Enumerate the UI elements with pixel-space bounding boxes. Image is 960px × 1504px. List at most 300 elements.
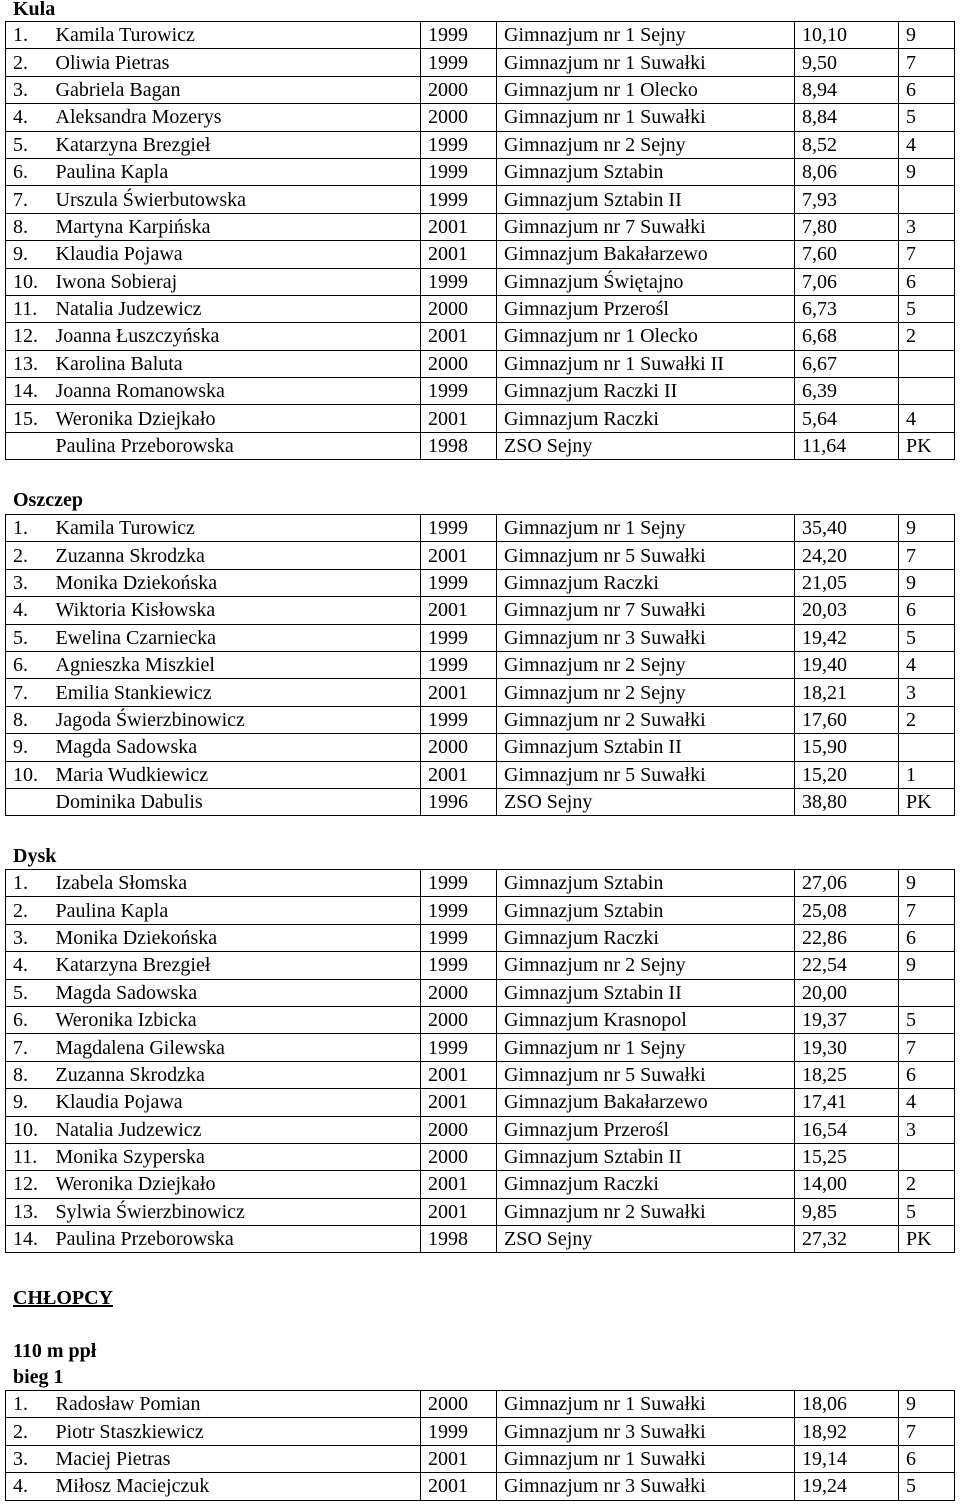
year-cell: 2001 (421, 761, 497, 788)
name-cell: Paulina Kapla (54, 897, 421, 924)
name-cell: Wiktoria Kisłowska (54, 597, 421, 624)
year-cell: 1999 (421, 569, 497, 596)
school-cell: Gimnazjum Raczki (497, 1171, 795, 1198)
name-cell: Joanna Romanowska (54, 378, 421, 405)
points-cell: 6 (899, 268, 955, 295)
points-cell: 7 (899, 1418, 955, 1445)
year-cell: 1999 (421, 870, 497, 897)
result-cell: 19,24 (795, 1473, 899, 1500)
table-row (6, 1226, 955, 1253)
table-row (6, 706, 955, 733)
year-cell: 2000 (421, 104, 497, 131)
rank-cell: 5. (6, 624, 54, 651)
points-cell: 9 (899, 158, 955, 185)
result-cell: 9,85 (795, 1198, 899, 1225)
year-cell: 2000 (421, 1006, 497, 1033)
name-cell: Jagoda Świerzbinowicz (54, 706, 421, 733)
rank-cell: 14. (6, 1226, 54, 1253)
rank-cell: 3. (6, 76, 54, 103)
name-cell: Sylwia Świerzbinowicz (54, 1198, 421, 1225)
result-cell: 21,05 (795, 569, 899, 596)
year-cell: 2001 (421, 1473, 497, 1500)
year-cell: 1999 (421, 186, 497, 213)
school-cell: Gimnazjum Sztabin (497, 870, 795, 897)
year-cell: 2000 (421, 1116, 497, 1143)
name-cell: Miłosz Maciejczuk (54, 1473, 421, 1500)
rank-cell: 2. (6, 49, 54, 76)
year-cell: 2001 (421, 597, 497, 624)
result-cell: 7,06 (795, 268, 899, 295)
result-cell: 6,39 (795, 378, 899, 405)
rank-cell: 1. (6, 515, 54, 542)
rank-cell: 14. (6, 378, 54, 405)
rank-cell: 12. (6, 1171, 54, 1198)
result-cell: 22,86 (795, 924, 899, 951)
result-cell: 18,25 (795, 1061, 899, 1088)
name-cell: Weronika Dziejkało (54, 1171, 421, 1198)
result-cell: 19,30 (795, 1034, 899, 1061)
name-cell: Aleksandra Mozerys (54, 104, 421, 131)
name-cell: Izabela Słomska (54, 870, 421, 897)
points-cell: 7 (899, 897, 955, 924)
name-cell: Paulina Przeborowska (54, 432, 421, 459)
dysk-table (5, 869, 955, 1253)
school-cell: Gimnazjum nr 2 Suwałki (497, 706, 795, 733)
table-row (6, 515, 955, 542)
year-cell: 2001 (421, 1171, 497, 1198)
school-cell: Gimnazjum nr 2 Sejny (497, 131, 795, 158)
school-cell: Gimnazjum nr 7 Suwałki (497, 213, 795, 240)
rank-cell: 15. (6, 405, 54, 432)
school-cell: Gimnazjum nr 1 Sejny (497, 515, 795, 542)
year-cell: 2001 (421, 679, 497, 706)
table-row (6, 1198, 955, 1225)
school-cell: Gimnazjum Świętajno (497, 268, 795, 295)
name-cell: Monika Dziekońska (54, 569, 421, 596)
school-cell: Gimnazjum nr 5 Suwałki (497, 761, 795, 788)
rank-cell: 5. (6, 979, 54, 1006)
school-cell: Gimnazjum nr 7 Suwałki (497, 597, 795, 624)
year-cell: 1998 (421, 432, 497, 459)
rank-cell: 8. (6, 213, 54, 240)
result-cell: 27,06 (795, 870, 899, 897)
result-cell: 15,90 (795, 734, 899, 761)
result-cell: 18,21 (795, 679, 899, 706)
rank-cell: 1. (6, 22, 54, 49)
result-cell: 8,06 (795, 158, 899, 185)
name-cell: Monika Dziekońska (54, 924, 421, 951)
points-cell: 2 (899, 1171, 955, 1198)
result-cell: 22,54 (795, 952, 899, 979)
result-cell: 6,67 (795, 350, 899, 377)
result-cell: 7,93 (795, 186, 899, 213)
school-cell: Gimnazjum nr 1 Sejny (497, 22, 795, 49)
table-row (6, 49, 955, 76)
table-row (6, 405, 955, 432)
table-row (6, 1418, 955, 1445)
boys-heading: CHŁOPCY (13, 1287, 113, 1309)
school-cell: Gimnazjum nr 1 Suwałki (497, 1391, 795, 1418)
points-cell: 9 (899, 870, 955, 897)
year-cell: 2001 (421, 241, 497, 268)
points-cell: 5 (899, 295, 955, 322)
school-cell: Gimnazjum Przerośl (497, 1116, 795, 1143)
result-cell: 7,60 (795, 241, 899, 268)
points-cell: 3 (899, 679, 955, 706)
name-cell: Oliwia Pietras (54, 49, 421, 76)
result-cell: 5,64 (795, 405, 899, 432)
result-cell: 19,37 (795, 1006, 899, 1033)
year-cell: 1999 (421, 897, 497, 924)
name-cell: Maria Wudkiewicz (54, 761, 421, 788)
points-cell (899, 350, 955, 377)
table-row (6, 295, 955, 322)
school-cell: Gimnazjum nr 1 Suwałki (497, 104, 795, 131)
table-row (6, 1034, 955, 1061)
points-cell (899, 378, 955, 405)
points-cell (899, 734, 955, 761)
year-cell: 2000 (421, 295, 497, 322)
rank-cell: 9. (6, 241, 54, 268)
year-cell: 2000 (421, 1391, 497, 1418)
rank-cell: 10. (6, 268, 54, 295)
table-row (6, 241, 955, 268)
rank-cell: 2. (6, 897, 54, 924)
table-row (6, 979, 955, 1006)
table-row (6, 323, 955, 350)
year-cell: 1999 (421, 158, 497, 185)
table-row (6, 897, 955, 924)
result-cell: 38,80 (795, 788, 899, 815)
rank-cell: 7. (6, 679, 54, 706)
school-cell: Gimnazjum Sztabin II (497, 734, 795, 761)
table-row (6, 1171, 955, 1198)
school-cell: ZSO Sejny (497, 788, 795, 815)
year-cell: 2000 (421, 734, 497, 761)
name-cell: Monika Szyperska (54, 1143, 421, 1170)
school-cell: Gimnazjum Sztabin (497, 158, 795, 185)
school-cell: Gimnazjum nr 1 Olecko (497, 76, 795, 103)
school-cell: Gimnazjum Sztabin (497, 897, 795, 924)
boys-table (5, 1390, 955, 1501)
name-cell: Zuzanna Skrodzka (54, 1061, 421, 1088)
year-cell: 1999 (421, 1418, 497, 1445)
points-cell: 1 (899, 761, 955, 788)
rank-cell: 8. (6, 706, 54, 733)
name-cell: Agnieszka Miszkiel (54, 651, 421, 678)
year-cell: 2001 (421, 1198, 497, 1225)
year-cell: 2001 (421, 542, 497, 569)
points-cell: 2 (899, 323, 955, 350)
result-cell: 18,92 (795, 1418, 899, 1445)
name-cell: Magda Sadowska (54, 979, 421, 1006)
result-cell: 14,00 (795, 1171, 899, 1198)
school-cell: Gimnazjum nr 1 Suwałki II (497, 350, 795, 377)
school-cell: Gimnazjum Raczki (497, 569, 795, 596)
school-cell: Gimnazjum Raczki (497, 924, 795, 951)
result-cell: 19,14 (795, 1445, 899, 1472)
school-cell: Gimnazjum Sztabin II (497, 1143, 795, 1170)
result-cell: 16,54 (795, 1116, 899, 1143)
rank-cell: 13. (6, 1198, 54, 1225)
name-cell: Natalia Judzewicz (54, 295, 421, 322)
name-cell: Zuzanna Skrodzka (54, 542, 421, 569)
table-row (6, 651, 955, 678)
rank-cell: 3. (6, 569, 54, 596)
school-cell: Gimnazjum nr 3 Suwałki (497, 1473, 795, 1500)
name-cell: Ewelina Czarniecka (54, 624, 421, 651)
rank-cell: 6. (6, 158, 54, 185)
school-cell: Gimnazjum nr 1 Olecko (497, 323, 795, 350)
points-cell: 6 (899, 924, 955, 951)
year-cell: 1998 (421, 1226, 497, 1253)
name-cell: Radosław Pomian (54, 1391, 421, 1418)
points-cell: 6 (899, 1445, 955, 1472)
school-cell: Gimnazjum Sztabin II (497, 186, 795, 213)
rank-cell (6, 432, 54, 459)
table-row (6, 158, 955, 185)
result-cell: 35,40 (795, 515, 899, 542)
year-cell: 1999 (421, 49, 497, 76)
name-cell: Klaudia Pojawa (54, 241, 421, 268)
table-row (6, 378, 955, 405)
year-cell: 1999 (421, 651, 497, 678)
points-cell: 9 (899, 952, 955, 979)
points-cell: 5 (899, 624, 955, 651)
table-row (6, 1391, 955, 1418)
year-cell: 1999 (421, 131, 497, 158)
year-cell: 1996 (421, 788, 497, 815)
table-row (6, 104, 955, 131)
result-cell: 27,32 (795, 1226, 899, 1253)
school-cell: Gimnazjum nr 2 Sejny (497, 952, 795, 979)
rank-cell: 11. (6, 295, 54, 322)
rank-cell: 3. (6, 924, 54, 951)
points-cell: 5 (899, 1473, 955, 1500)
rank-cell: 4. (6, 104, 54, 131)
result-cell: 7,80 (795, 213, 899, 240)
rank-cell: 10. (6, 761, 54, 788)
year-cell: 2000 (421, 76, 497, 103)
points-cell: 6 (899, 76, 955, 103)
name-cell: Urszula Świerbutowska (54, 186, 421, 213)
name-cell: Karolina Baluta (54, 350, 421, 377)
school-cell: Gimnazjum Sztabin II (497, 979, 795, 1006)
school-cell: Gimnazjum nr 1 Suwałki (497, 49, 795, 76)
points-cell: 5 (899, 1198, 955, 1225)
rank-cell: 6. (6, 1006, 54, 1033)
oszczep-heading: Oszczep (13, 489, 83, 511)
year-cell: 2001 (421, 213, 497, 240)
school-cell: Gimnazjum nr 5 Suwałki (497, 1061, 795, 1088)
table-row (6, 1143, 955, 1170)
name-cell: Maciej Pietras (54, 1445, 421, 1472)
name-cell: Katarzyna Brezgieł (54, 131, 421, 158)
points-cell: 6 (899, 1061, 955, 1088)
points-cell: 4 (899, 405, 955, 432)
dysk-heading: Dysk (13, 845, 57, 867)
result-cell: 8,94 (795, 76, 899, 103)
school-cell: Gimnazjum Krasnopol (497, 1006, 795, 1033)
table-row (6, 131, 955, 158)
table-row (6, 788, 955, 815)
points-cell (899, 979, 955, 1006)
points-cell (899, 186, 955, 213)
school-cell: Gimnazjum Raczki (497, 405, 795, 432)
points-cell: 9 (899, 22, 955, 49)
result-cell: 11,64 (795, 432, 899, 459)
year-cell: 1999 (421, 924, 497, 951)
name-cell: Kamila Turowicz (54, 22, 421, 49)
result-cell: 6,68 (795, 323, 899, 350)
table-row (6, 268, 955, 295)
rank-cell: 7. (6, 1034, 54, 1061)
table-row (6, 761, 955, 788)
year-cell: 1999 (421, 268, 497, 295)
points-cell: 3 (899, 1116, 955, 1143)
kula-table (5, 21, 955, 460)
rank-cell: 2. (6, 542, 54, 569)
points-cell: 4 (899, 651, 955, 678)
points-cell: 7 (899, 241, 955, 268)
rank-cell: 10. (6, 1116, 54, 1143)
table-row (6, 624, 955, 651)
points-cell: 9 (899, 515, 955, 542)
year-cell: 1999 (421, 1034, 497, 1061)
points-cell: 4 (899, 1089, 955, 1116)
points-cell: 7 (899, 542, 955, 569)
rank-cell: 8. (6, 1061, 54, 1088)
name-cell: Katarzyna Brezgieł (54, 952, 421, 979)
rank-cell: 9. (6, 1089, 54, 1116)
rank-cell (6, 788, 54, 815)
result-cell: 18,06 (795, 1391, 899, 1418)
school-cell: Gimnazjum nr 2 Sejny (497, 679, 795, 706)
points-cell: 7 (899, 1034, 955, 1061)
table-row (6, 1061, 955, 1088)
rank-cell: 3. (6, 1445, 54, 1472)
table-row (6, 597, 955, 624)
points-cell: PK (899, 1226, 955, 1253)
table-row (6, 1006, 955, 1033)
result-cell: 17,60 (795, 706, 899, 733)
points-cell: 9 (899, 1391, 955, 1418)
school-cell: Gimnazjum nr 1 Suwałki (497, 1445, 795, 1472)
result-cell: 25,08 (795, 897, 899, 924)
rank-cell: 12. (6, 323, 54, 350)
rank-cell: 11. (6, 1143, 54, 1170)
points-cell: 2 (899, 706, 955, 733)
table-row (6, 569, 955, 596)
rank-cell: 9. (6, 734, 54, 761)
result-cell: 20,00 (795, 979, 899, 1006)
name-cell: Dominika Dabulis (54, 788, 421, 815)
result-cell: 9,50 (795, 49, 899, 76)
event-heading: 110 m ppł (13, 1340, 97, 1362)
table-row (6, 22, 955, 49)
school-cell: ZSO Sejny (497, 1226, 795, 1253)
table-row (6, 679, 955, 706)
points-cell (899, 1143, 955, 1170)
name-cell: Natalia Judzewicz (54, 1116, 421, 1143)
name-cell: Iwona Sobieraj (54, 268, 421, 295)
result-cell: 15,25 (795, 1143, 899, 1170)
name-cell: Weronika Izbicka (54, 1006, 421, 1033)
name-cell: Paulina Przeborowska (54, 1226, 421, 1253)
points-cell: 5 (899, 104, 955, 131)
points-cell: 5 (899, 1006, 955, 1033)
result-cell: 19,42 (795, 624, 899, 651)
name-cell: Joanna Łuszczyńska (54, 323, 421, 350)
school-cell: Gimnazjum nr 3 Suwałki (497, 1418, 795, 1445)
table-row (6, 542, 955, 569)
year-cell: 2001 (421, 1089, 497, 1116)
points-cell: 9 (899, 569, 955, 596)
points-cell: PK (899, 432, 955, 459)
name-cell: Kamila Turowicz (54, 515, 421, 542)
year-cell: 2000 (421, 1143, 497, 1170)
table-row (6, 1089, 955, 1116)
points-cell: 4 (899, 131, 955, 158)
school-cell: Gimnazjum Raczki II (497, 378, 795, 405)
table-row (6, 432, 955, 459)
name-cell: Piotr Staszkiewicz (54, 1418, 421, 1445)
name-cell: Weronika Dziejkało (54, 405, 421, 432)
rank-cell: 4. (6, 952, 54, 979)
table-row (6, 213, 955, 240)
table-row (6, 1473, 955, 1500)
rank-cell: 4. (6, 1473, 54, 1500)
table-row (6, 734, 955, 761)
school-cell: Gimnazjum Przerośl (497, 295, 795, 322)
school-cell: Gimnazjum nr 5 Suwałki (497, 542, 795, 569)
points-cell: 3 (899, 213, 955, 240)
table-row (6, 870, 955, 897)
table-row (6, 1445, 955, 1472)
year-cell: 2001 (421, 1061, 497, 1088)
points-cell: 6 (899, 597, 955, 624)
name-cell: Martyna Karpińska (54, 213, 421, 240)
name-cell: Magda Sadowska (54, 734, 421, 761)
points-cell: 7 (899, 49, 955, 76)
year-cell: 1999 (421, 706, 497, 733)
year-cell: 1999 (421, 624, 497, 651)
year-cell: 1999 (421, 378, 497, 405)
table-row (6, 1116, 955, 1143)
table-row (6, 924, 955, 951)
year-cell: 2001 (421, 1445, 497, 1472)
year-cell: 1999 (421, 515, 497, 542)
year-cell: 2000 (421, 979, 497, 1006)
year-cell: 2000 (421, 350, 497, 377)
name-cell: Paulina Kapla (54, 158, 421, 185)
result-cell: 10,10 (795, 22, 899, 49)
rank-cell: 1. (6, 870, 54, 897)
result-cell: 8,52 (795, 131, 899, 158)
school-cell: Gimnazjum nr 1 Sejny (497, 1034, 795, 1061)
name-cell: Gabriela Bagan (54, 76, 421, 103)
heat-heading: bieg 1 (13, 1366, 64, 1388)
name-cell: Magdalena Gilewska (54, 1034, 421, 1061)
result-cell: 6,73 (795, 295, 899, 322)
school-cell: Gimnazjum nr 3 Suwałki (497, 624, 795, 651)
table-row (6, 350, 955, 377)
kula-heading: Kula (13, 0, 56, 20)
rank-cell: 6. (6, 651, 54, 678)
school-cell: Gimnazjum nr 2 Sejny (497, 651, 795, 678)
table-row (6, 76, 955, 103)
result-cell: 19,40 (795, 651, 899, 678)
